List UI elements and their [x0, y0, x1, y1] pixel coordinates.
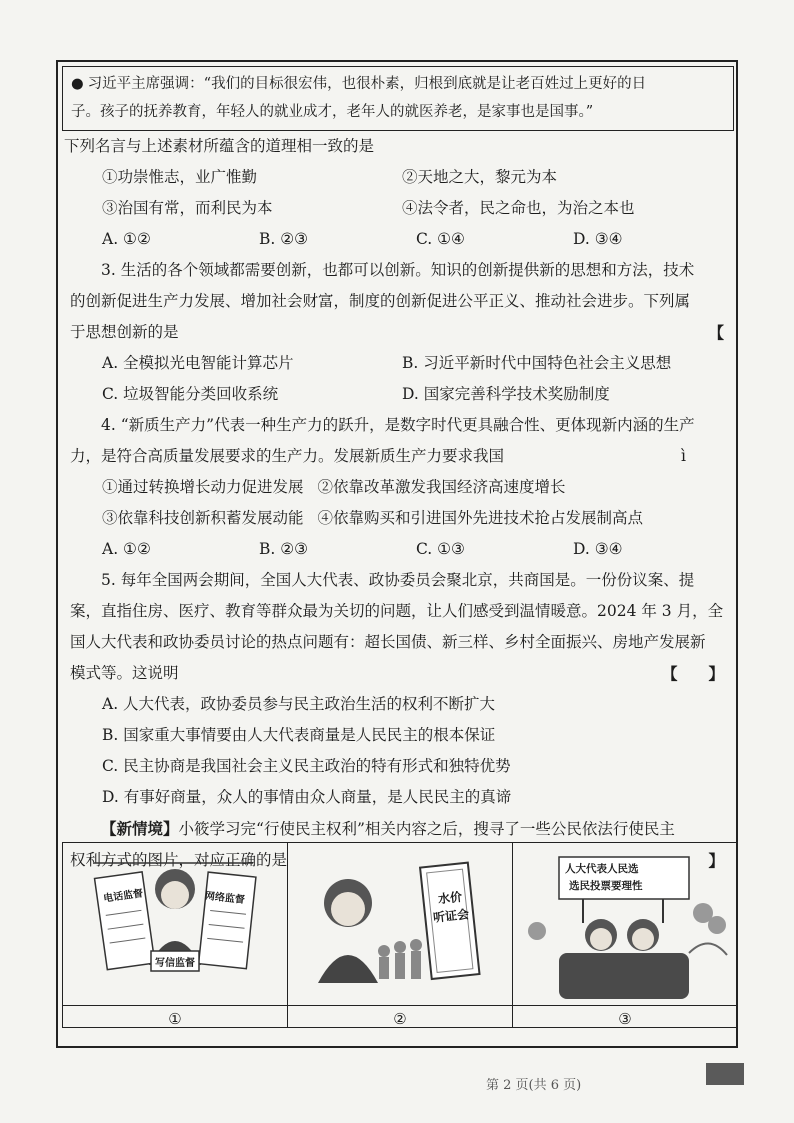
- picture-hearing: [288, 843, 512, 1005]
- sign-rational-voting: 选民投票要理性: [569, 880, 643, 892]
- q3-option-d: D. 国家完善科学技术奖励制度: [402, 385, 610, 403]
- quote-line-2: 子。孩子的抚养教育，年轻人的就业成才，老年人的就医养老，是家事也是国事。”: [71, 104, 594, 120]
- q5-option-d: D. 有事好商量，众人的事情由众人商量，是人民民主的真谛: [102, 788, 512, 806]
- q3-stem: 于思想创新的是: [70, 323, 179, 341]
- page-footer: 第 2 页(共 6 页): [486, 1078, 582, 1093]
- q2-item-4: ④法令者，民之命也，为治之本也: [402, 199, 635, 217]
- q4-choice-b: B. ②③: [259, 540, 309, 558]
- q5-line-4: [70, 658, 734, 689]
- q6-line-1: [70, 813, 734, 845]
- sign-letter-supervision: 写信监督: [155, 958, 195, 969]
- q4-item-2: ②依靠改革激发我国经济高速度增长: [317, 478, 566, 496]
- q5-option-a: A. 人大代表，政协委员参与民主政治生活的权利不断扩大: [102, 695, 496, 713]
- q2-choice-c: C. ①④: [416, 230, 465, 248]
- q4-item-4: ④依靠购买和引进国外先进技术抢占发展制高点: [317, 509, 644, 527]
- picture-label-3: ③: [513, 1005, 737, 1032]
- q2-items-row1: [102, 162, 734, 193]
- q4-line-2: [70, 441, 734, 472]
- sign-hearing: 听证会: [432, 907, 470, 925]
- bullet-icon: ●: [71, 75, 84, 92]
- q4-choice-d: D. ③④: [573, 540, 623, 558]
- q2-items-row2: [102, 193, 734, 224]
- picture-label-2: ②: [288, 1005, 512, 1032]
- q4-stem: 力，是符合高质量发展要求的生产力。发展新质生产力要求我国: [70, 447, 505, 465]
- q5-stem: 模式等。这说明: [70, 664, 179, 682]
- q3-option-a: A. 全模拟光电智能计算芯片: [102, 354, 294, 372]
- sign-phone-supervision: 电话监督: [102, 888, 144, 905]
- q2-stem: 下列名言与上述素材所蕴含的道理相一致的是: [64, 137, 375, 155]
- q4-item-1: ①通过转换增长动力促进发展: [102, 478, 304, 496]
- q3-answer-bracket: 【: [708, 323, 724, 342]
- q5-answer-bracket: 【 】: [661, 664, 724, 683]
- picture-cell-2: [288, 843, 513, 1027]
- q2-item-1: ①功崇惟志，业广惟勤: [102, 168, 258, 186]
- supervision-illustration-icon: [63, 843, 287, 1001]
- q4-items-row1: [102, 472, 734, 503]
- q5-option-c: C. 民主协商是我国社会主义民主政治的特有形式和独特优势: [102, 757, 511, 775]
- q5-line-1: 5. 每年全国两会期间，全国人大代表、政协委员会聚北京，共商国是。一份份议案、提: [101, 571, 695, 589]
- picture-label-1: ①: [63, 1005, 287, 1032]
- q3-options-row2: [102, 379, 734, 410]
- picture-cell-3: [513, 843, 737, 1027]
- q4-choice-c: C. ①③: [416, 540, 465, 558]
- q4-line-1: 4. “新质生产力”代表一种生产力的跃升，是数字时代更具融合性、更体现新内涵的生产: [101, 416, 695, 434]
- hearing-illustration-icon: [288, 843, 512, 1001]
- sign-online-supervision: 网络监督: [204, 890, 246, 907]
- q2-choice-b: B. ②③: [259, 230, 309, 248]
- q4-items-row2: [102, 503, 734, 534]
- q6-stem: 权利方式的图片，对应正确的是: [70, 851, 288, 869]
- q3-options-row1: [102, 348, 734, 379]
- q3-line-1: 3. 生活的各个领域都需要创新，也都可以创新。知识的创新提供新的思想和方法，技术: [101, 261, 695, 279]
- q6-answer-bracket: 】: [708, 851, 724, 870]
- quote-line-1: 习近平主席强调：“我们的目标很宏伟，也很朴素，归根到底就是让老百姓过上更好的日: [87, 76, 647, 92]
- q2-item-2: ②天地之大，黎元为本: [402, 168, 558, 186]
- q4-choice-a: A. ①②: [102, 540, 151, 558]
- q3-line-3: [70, 317, 734, 348]
- q2-choice-d: D. ③④: [573, 230, 623, 248]
- picture-supervision: [63, 843, 287, 1005]
- q5-option-b: B. 国家重大事情要由人大代表商量是人民民主的根本保证: [102, 726, 496, 744]
- sign-deputy-election: 人大代表人民选: [565, 863, 639, 875]
- picture-cell-1: [63, 843, 288, 1027]
- q5-line-3: 国人大代表和政协委员讨论的热点问题有：超长国债、新三样、乡村全面振兴、房地产发展新: [70, 633, 706, 651]
- q3-line-2: 的创新促进生产力发展、增加社会财富，制度的创新促进公平正义、推动社会进步。下列属: [70, 292, 691, 310]
- q3-option-c: C. 垃圾智能分类回收系统: [102, 385, 279, 403]
- q2-choice-a: A. ①②: [102, 230, 151, 248]
- q4-answer-bracket: ì: [681, 447, 686, 465]
- q6-line-1-rest: 小筱学习完“行使民主权利”相关内容之后，搜寻了一些公民依法行使民主: [178, 820, 675, 838]
- corner-mark: [706, 1063, 744, 1085]
- q6-tag: 【新情境】: [101, 819, 179, 838]
- q2-item-3: ③治国有常，而利民为本: [102, 199, 273, 217]
- q3-option-b: B. 习近平新时代中国特色社会主义思想: [402, 354, 672, 372]
- sign-water-price: 水价: [437, 889, 463, 907]
- page-content: [62, 62, 734, 876]
- quote-box: [62, 66, 734, 131]
- picture-table: [62, 842, 738, 1028]
- q2-choices: [102, 224, 734, 255]
- q5-line-2: 案，直指住房、医疗、教育等群众最为关切的问题，让人们感受到温情暖意。2024 年 3 月，全: [70, 602, 724, 620]
- picture-election: [513, 843, 737, 1005]
- q4-item-3: ③依靠科技创新积蓄发展动能: [102, 509, 304, 527]
- q4-choices: [102, 534, 734, 565]
